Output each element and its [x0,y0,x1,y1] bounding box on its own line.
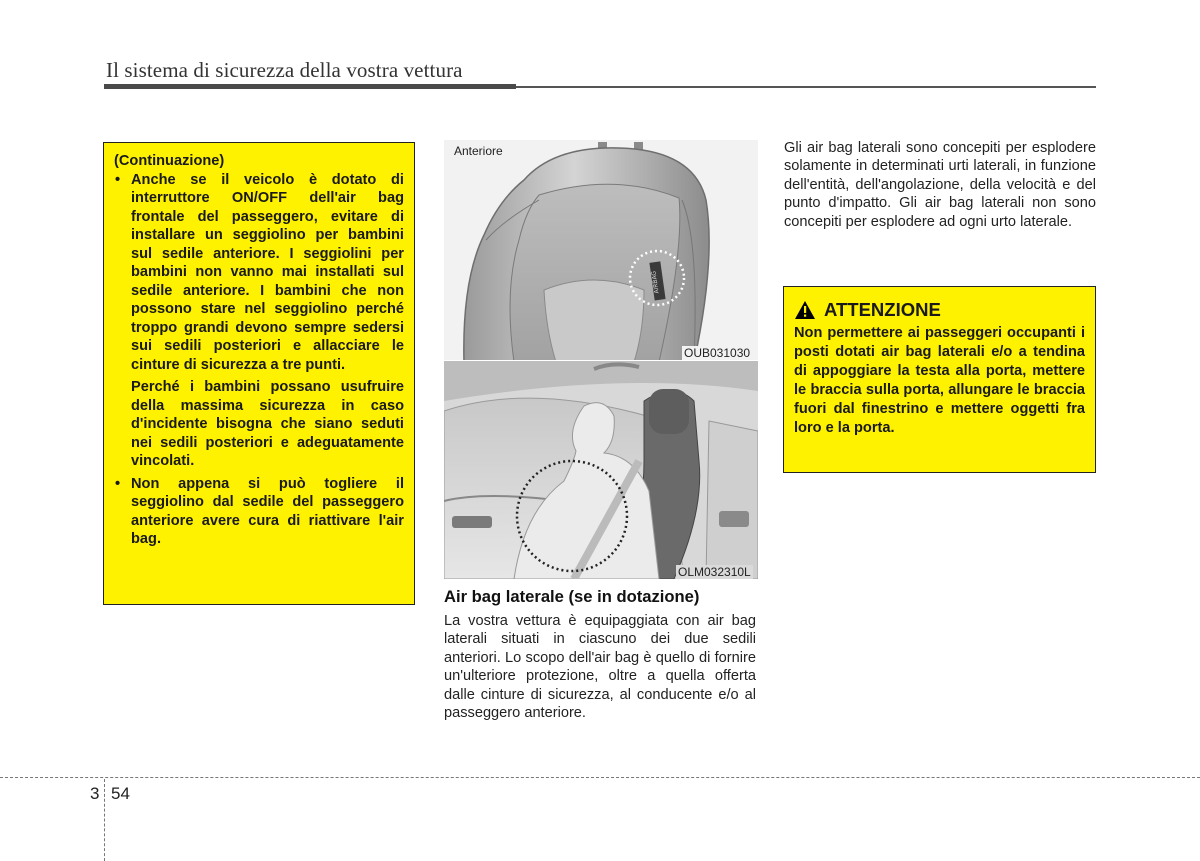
figure-code: OLM032310L [678,565,751,579]
continuation-warning-box [103,142,415,605]
warning-heading-text: ATTENZIONE [824,299,941,320]
section-title: Air bag laterale (se in dotazione) [444,587,700,606]
seat-drawing [444,140,758,360]
header-rule-thin [516,86,1096,88]
bullet-text: Non appena si può togliere il seggiolino dal sedile del passeggero anteriore avere cura di riattivare l'air bag. [131,475,404,547]
interior-drawing [444,361,758,579]
warning-triangle-icon [794,300,816,320]
airbag-tag-text: AIRBAG [650,270,661,294]
bullet-marker: • [115,171,121,188]
section-body: La vostra vettura è equipaggiata con air bag laterali situati in ciascuno dei due sedili anteriori. Lo scopo dell'air bag è quello di fornire un'ulteriore protezione, oltre a quella offerta dalle cinture di sicurezza, al conducente e/o al passeggero anteriore. [444,613,756,722]
page-number: 54 [111,784,130,803]
section-number: 3 [90,784,100,803]
bullet-item [114,475,404,549]
figure-label-anteriore: Anteriore [454,144,503,158]
warning-text: Non permettere ai passeggeri occupanti i posti dotati air bag laterali e/o a tendina di appoggiare la testa alla porta, mettere le braccia sulla porta, allungare le braccia fuori dal finestrino e mettere oggetti fra loro e la porta. [794,325,1085,436]
attention-warning-box [783,286,1096,473]
page-header-title: Il sistema di sicurezza della vostra vettura [106,58,463,82]
bullet-text: Anche se il veicolo è dotato di interruttore ON/OFF dell'air bag frontale del passeggero, evitare di installare un seggiolino per bambini sul sedile anteriore. I seggiolini per bambini non vanno mai installati sul sedile anteriore. I bambini che non possono stare nel seggiolino perché troppo grandi devono sempre sedersi sui sedili posteriori e allacciare le cinture di sicurezza a tre punti. [131,171,404,373]
figure-code: OUB031030 [684,346,751,360]
warning-heading [794,299,1085,321]
right-column-body: Gli air bag laterali sono concepiti per esplodere solamente in determinati urti laterali, in funzione dell'entità, dell'angolazione, della velocità e del punto d'impatto. Gli air bag laterali non sono concepiti per esplodere ad ogni urto laterale. [784,140,1096,230]
footer-divider [104,779,105,861]
continuation-heading: (Continuazione) [114,153,225,169]
bullet-followup-text: Perché i bambini possano usufruire della massima sicurezza in caso d'incidente bisogna che siano seduti nei sedili posteriori e adeguatamente vincolati. [131,379,404,469]
header-rule-thick [104,84,516,89]
bullet-item [114,171,404,375]
seat-illustration [444,140,758,360]
car-interior-illustration [444,361,758,579]
footer-rule [0,777,1200,778]
bullet-marker: • [115,475,121,492]
